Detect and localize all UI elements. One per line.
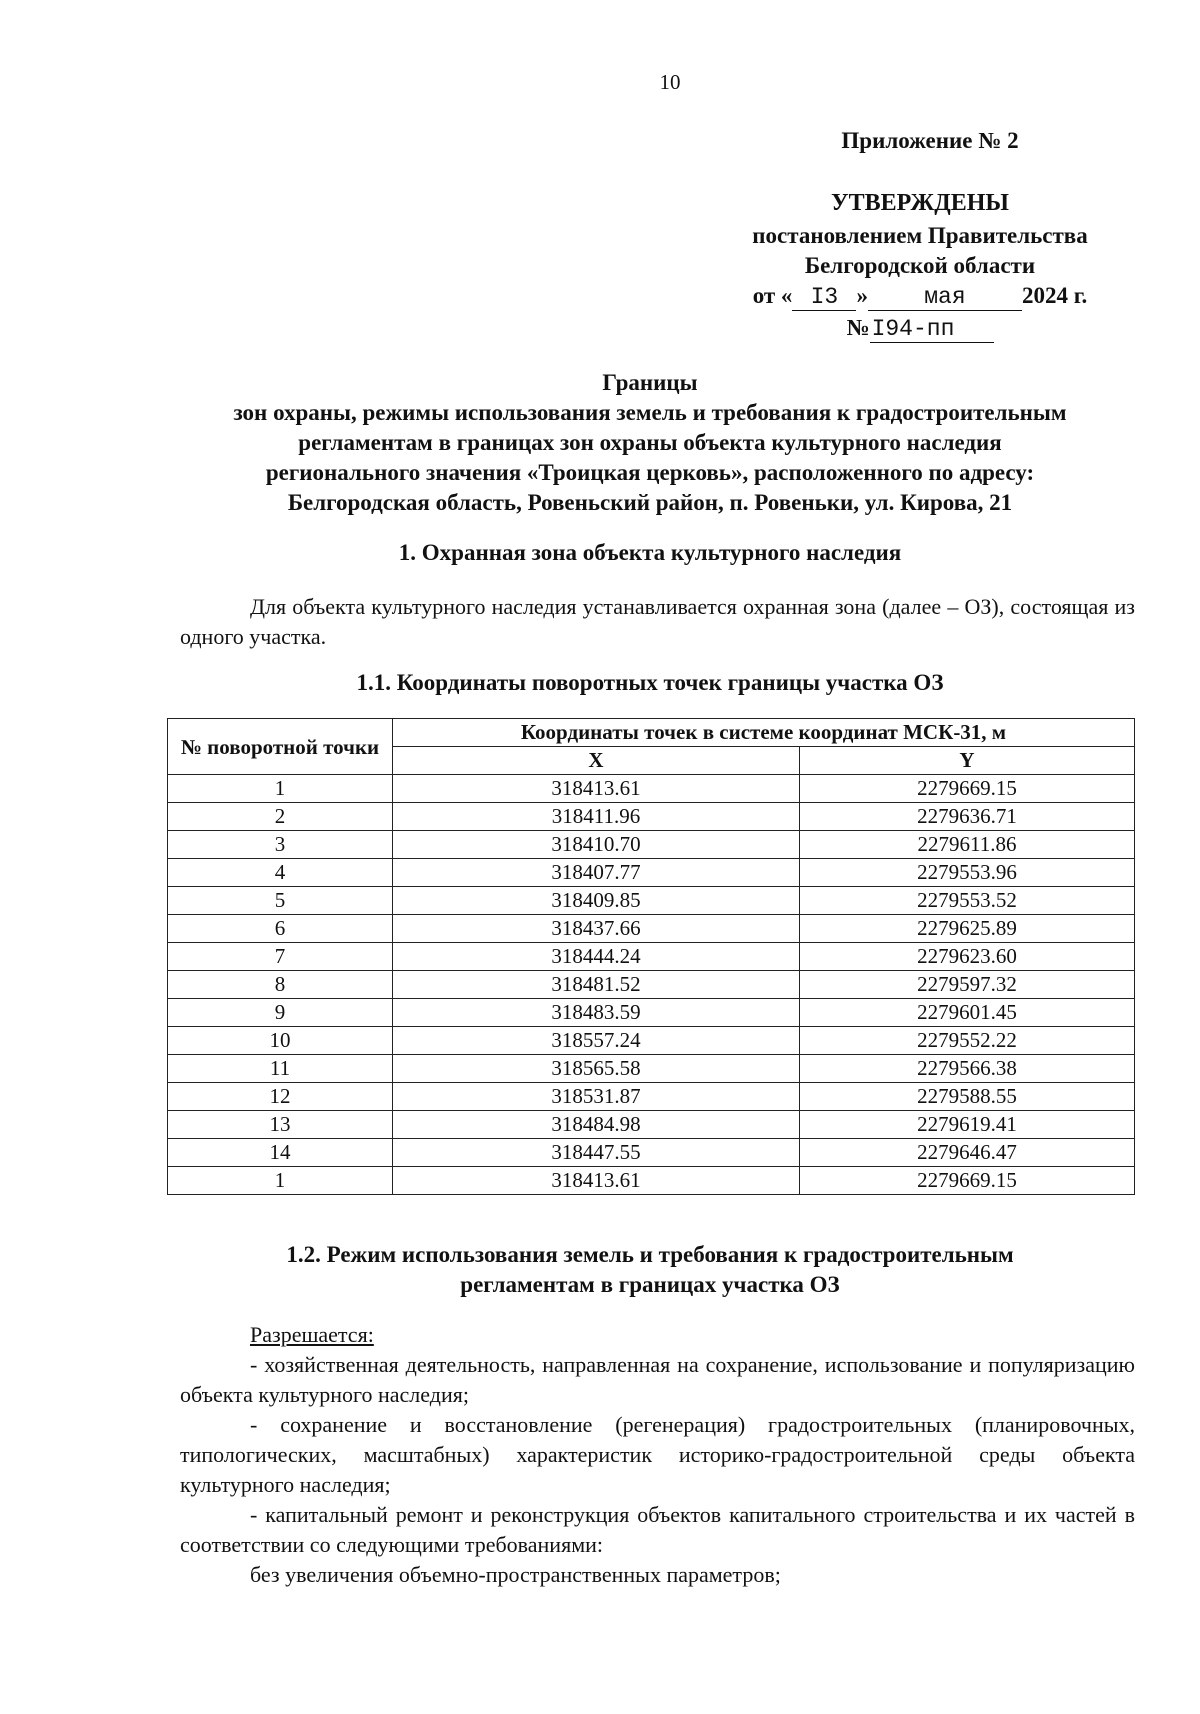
x-coordinate-cell: 318437.66	[393, 915, 800, 943]
y-coordinate-cell: 2279597.32	[800, 971, 1135, 999]
table-row	[168, 887, 1135, 915]
section-1-intro: Для объекта культурного наследия устанавливается охранная зона (далее – ОЗ), состоящая из одного участка.	[180, 594, 1135, 649]
table-row	[168, 1139, 1135, 1167]
title-line-5: Белгородская область, Ровеньский район, п. Ровеньки, ул. Кирова, 21	[287, 490, 1013, 515]
date-month: мая	[868, 284, 1022, 311]
allowed-label: Разрешается:	[250, 1322, 374, 1347]
point-number-cell: 11	[168, 1055, 393, 1083]
x-coordinate-cell: 318413.61	[393, 775, 800, 803]
allowed-item: - сохранение и восстановление (регенерация) градостроительных (планировочных, типологических, масштабных) характеристик историко-градостроительной среды объекта культурного наследия;	[180, 1412, 1135, 1497]
header-y: Y	[800, 747, 1135, 775]
point-number-cell: 12	[168, 1083, 393, 1111]
table-row	[168, 775, 1135, 803]
approval-date	[720, 283, 1120, 311]
approval-line-2: Белгородской области	[804, 253, 1036, 278]
table-title: 1.1. Координаты поворотных точек границы участка ОЗ	[356, 670, 944, 695]
x-coordinate-cell: 318411.96	[393, 803, 800, 831]
point-number-cell: 14	[168, 1139, 393, 1167]
point-number-cell: 7	[168, 943, 393, 971]
y-coordinate-cell: 2279553.52	[800, 887, 1135, 915]
x-coordinate-cell: 318483.59	[393, 999, 800, 1027]
date-year: 2024 г.	[1021, 283, 1088, 308]
table-row	[168, 971, 1135, 999]
date-prefix: от «	[752, 283, 793, 308]
table-row	[168, 803, 1135, 831]
point-number-cell: 6	[168, 915, 393, 943]
x-coordinate-cell: 318484.98	[393, 1111, 800, 1139]
date-mid: »	[856, 283, 868, 308]
y-coordinate-cell: 2279588.55	[800, 1083, 1135, 1111]
allowed-item: - капитальный ремонт и реконструкция объектов капитального строительства и их частей в соответствии со следующими требованиями:	[180, 1502, 1135, 1557]
table-row	[168, 1027, 1135, 1055]
title-line-2: зон охраны, режимы использования земель и требования к градостроительным	[233, 400, 1067, 425]
allowed-item: - хозяйственная деятельность, направленная на сохранение, использование и популяризацию объекта культурного наследия;	[180, 1352, 1135, 1407]
point-number-cell: 5	[168, 887, 393, 915]
point-number-cell: 10	[168, 1027, 393, 1055]
coordinates-table	[167, 718, 1135, 1195]
y-coordinate-cell: 2279646.47	[800, 1139, 1135, 1167]
date-day: I3	[792, 284, 856, 311]
y-coordinate-cell: 2279625.89	[800, 915, 1135, 943]
allowed-item: без увеличения объемно-пространственных параметров;	[250, 1562, 781, 1587]
x-coordinate-cell: 318565.58	[393, 1055, 800, 1083]
table-row	[168, 915, 1135, 943]
point-number-cell: 8	[168, 971, 393, 999]
x-coordinate-cell: 318444.24	[393, 943, 800, 971]
title-line-4: регионального значения «Троицкая церковь», расположенного по адресу:	[265, 460, 1035, 485]
y-coordinate-cell: 2279601.45	[800, 999, 1135, 1027]
y-coordinate-cell: 2279552.22	[800, 1027, 1135, 1055]
table-row	[168, 859, 1135, 887]
point-number-cell: 4	[168, 859, 393, 887]
point-number-cell: 1	[168, 775, 393, 803]
document-title	[165, 368, 1135, 518]
y-coordinate-cell: 2279669.15	[800, 775, 1135, 803]
x-coordinate-cell: 318447.55	[393, 1139, 800, 1167]
x-coordinate-cell: 318531.87	[393, 1083, 800, 1111]
y-coordinate-cell: 2279669.15	[800, 1167, 1135, 1195]
y-coordinate-cell: 2279611.86	[800, 831, 1135, 859]
number-value: I94-пп	[870, 316, 994, 343]
section-1-2-body	[180, 1320, 1135, 1590]
point-number-cell: 9	[168, 999, 393, 1027]
y-coordinate-cell: 2279553.96	[800, 859, 1135, 887]
y-coordinate-cell: 2279619.41	[800, 1111, 1135, 1139]
page-number: 10	[659, 70, 681, 94]
table-row	[168, 1055, 1135, 1083]
section-1-2-title-line-1: 1.2. Режим использования земель и требования к градостроительным	[286, 1242, 1014, 1267]
approval-line-1: постановлением Правительства	[752, 223, 1088, 248]
number-prefix: №	[846, 315, 870, 340]
y-coordinate-cell: 2279636.71	[800, 803, 1135, 831]
table-row	[168, 943, 1135, 971]
table-row	[168, 1167, 1135, 1195]
section-1-2-title-line-2: регламентам в границах участка ОЗ	[460, 1272, 840, 1297]
header-point-number: № поворотной точки	[168, 719, 393, 775]
title-line-1: Границы	[602, 370, 698, 395]
x-coordinate-cell: 318413.61	[393, 1167, 800, 1195]
header-x: X	[393, 747, 800, 775]
point-number-cell: 2	[168, 803, 393, 831]
approval-number	[720, 315, 1120, 343]
header-coordinates: Координаты точек в системе координат МСК-31, м	[393, 719, 1135, 747]
point-number-cell: 13	[168, 1111, 393, 1139]
title-line-3: регламентам в границах зон охраны объекта культурного наследия	[298, 430, 1002, 455]
point-number-cell: 3	[168, 831, 393, 859]
section-1-title: 1. Охранная зона объекта культурного наследия	[398, 540, 902, 565]
x-coordinate-cell: 318407.77	[393, 859, 800, 887]
x-coordinate-cell: 318557.24	[393, 1027, 800, 1055]
section-1-2-title	[165, 1240, 1135, 1300]
y-coordinate-cell: 2279566.38	[800, 1055, 1135, 1083]
table-row	[168, 831, 1135, 859]
table-row	[168, 1083, 1135, 1111]
y-coordinate-cell: 2279623.60	[800, 943, 1135, 971]
x-coordinate-cell: 318410.70	[393, 831, 800, 859]
table-row	[168, 1111, 1135, 1139]
x-coordinate-cell: 318481.52	[393, 971, 800, 999]
appendix-label: Приложение № 2	[841, 128, 1019, 153]
point-number-cell: 1	[168, 1167, 393, 1195]
table-row	[168, 999, 1135, 1027]
x-coordinate-cell: 318409.85	[393, 887, 800, 915]
approved-heading: УТВЕРЖДЕНЫ	[831, 190, 1009, 216]
